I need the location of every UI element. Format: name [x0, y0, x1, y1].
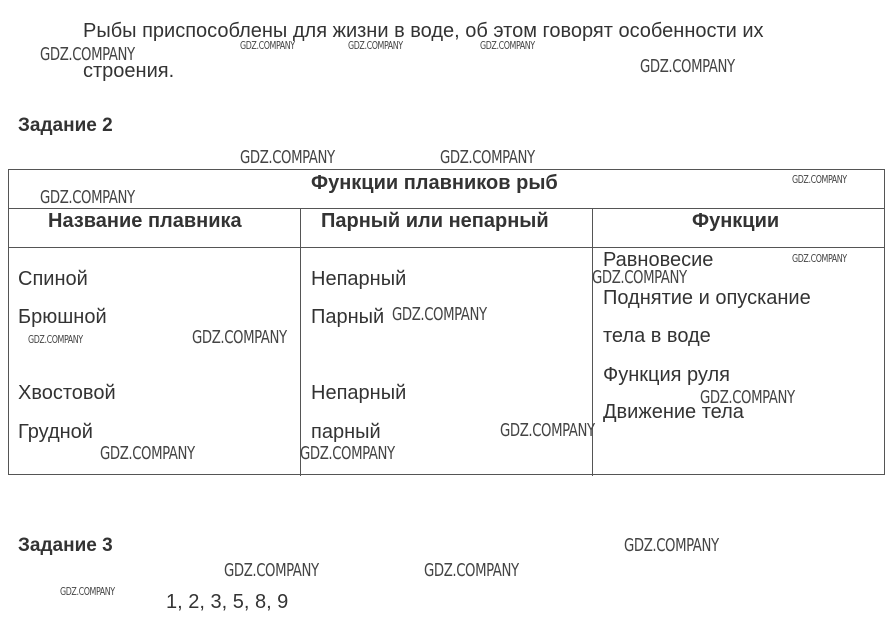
watermark: GDZ.COMPANY [348, 39, 403, 52]
watermark: GDZ.COMPANY [192, 327, 287, 348]
pair-type-ventral: Парный [311, 306, 385, 328]
watermark: GDZ.COMPANY [60, 585, 115, 598]
watermark: GDZ.COMPANY [100, 443, 195, 464]
table-divider-header [9, 247, 884, 248]
watermark: GDZ.COMPANY [240, 39, 295, 52]
watermark: GDZ.COMPANY [592, 267, 687, 288]
watermark: GDZ.COMPANY [392, 304, 487, 325]
watermark: GDZ.COMPANY [624, 535, 719, 556]
table-header-pair-type: Парный или непарный [321, 210, 549, 232]
table-caption: Функции плавников рыб [311, 172, 558, 194]
fin-name-ventral: Брюшной [18, 306, 107, 328]
function-body-in-water: тела в воде [603, 325, 711, 347]
fin-name-dorsal: Спиной [18, 268, 88, 290]
pair-type-caudal: Непарный [311, 382, 407, 404]
function-balance: Равновесие [603, 249, 714, 271]
watermark: GDZ.COMPANY [300, 443, 395, 464]
watermark: GDZ.COMPANY [424, 560, 519, 581]
table-divider-caption [9, 208, 884, 209]
watermark: GDZ.COMPANY [480, 39, 535, 52]
watermark: GDZ.COMPANY [640, 56, 735, 77]
watermark: GDZ.COMPANY [240, 147, 335, 168]
watermark: GDZ.COMPANY [40, 44, 135, 65]
function-raise-lower: Поднятие и опускание [603, 287, 811, 309]
pair-type-dorsal: Непарный [311, 268, 407, 290]
watermark: GDZ.COMPANY [792, 173, 847, 186]
watermark: GDZ.COMPANY [792, 252, 847, 265]
function-rudder: Функция руля [603, 364, 730, 386]
intro-line-1: Рыбы приспособлены для жизни в воде, об этом говорят особенности их [83, 20, 764, 42]
fin-name-caudal: Хвостовой [18, 382, 116, 404]
table-col-divider-1 [300, 208, 301, 476]
intro-line-2: строения. [83, 60, 175, 82]
table-header-functions: Функции [692, 210, 780, 232]
watermark: GDZ.COMPANY [700, 387, 795, 408]
fin-name-pectoral: Грудной [18, 421, 93, 443]
pair-type-pectoral: парный [311, 421, 381, 443]
watermark: GDZ.COMPANY [224, 560, 319, 581]
watermark: GDZ.COMPANY [40, 187, 135, 208]
watermark: GDZ.COMPANY [440, 147, 535, 168]
task2-heading: Задание 2 [18, 115, 113, 136]
function-movement: Движение тела [603, 401, 744, 423]
table-header-fin-name: Название плавника [48, 210, 242, 232]
watermark: GDZ.COMPANY [500, 420, 595, 441]
task3-answer: 1, 2, 3, 5, 8, 9 [166, 591, 289, 613]
watermark: GDZ.COMPANY [28, 333, 83, 346]
task3-heading: Задание 3 [18, 535, 113, 556]
